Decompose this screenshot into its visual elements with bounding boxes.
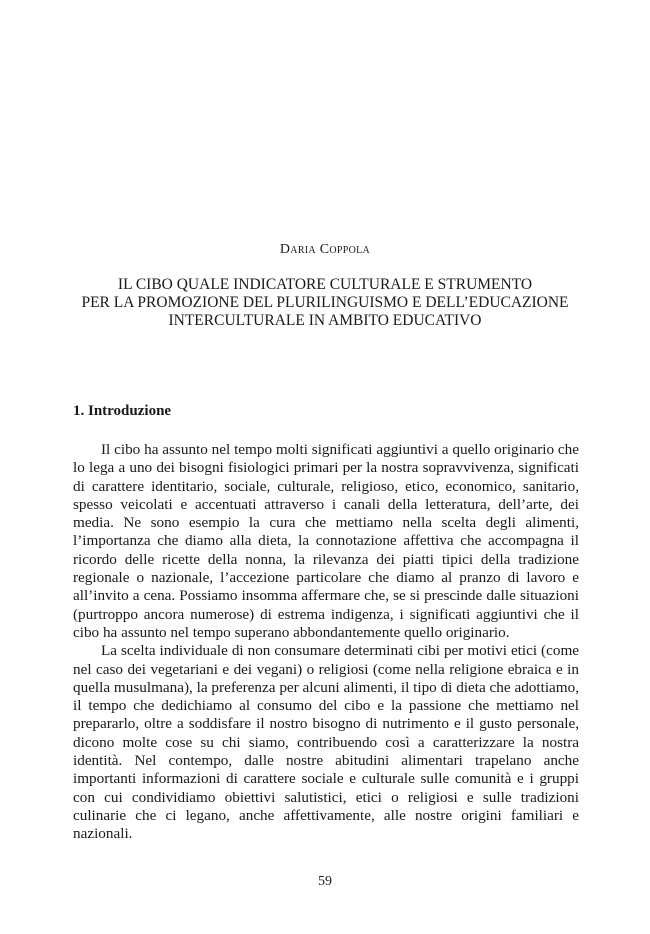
author-name: Daria Coppola [279,242,371,257]
body-text [73,441,579,844]
section-heading: 1. Introduzione [73,403,172,419]
paragraph: La scelta individuale di non consumare determinati cibi per motivi etici (come nel caso dei vegetariani e dei vegani) o religiosi (come nella religione ebraica e in quella musulmana), la preferenza per alcuni alimenti, il tipo di dieta che adottiamo, il tempo che dedichiamo al consumo del cibo e la passione che mettiamo nel prepararlo, oltre a soddisfare il nostro bisogno di nutrimento e il gusto personale, dicono molte cose su chi siamo, contribuendo così a caratterizzare la nostra identità. Nel contempo, dalle nostre abitudini alimentari trapelano anche importanti informazioni di carattere sociale e culturale sulle comunità e i gruppi con cui condividiamo obiettivi salutistici, etici o religiosi e sulle tradizioni culinarie che ci legano, anche affettivamente, alle nostre origini familiari e nazionali. [73,642,579,843]
title-line: INTERCULTURALE IN AMBITO EDUCATIVO [168,312,482,329]
article-title [60,276,590,330]
page-number: 59 [318,874,332,889]
paragraph: Il cibo ha assunto nel tempo molti significati aggiuntivi a quello originario che lo lega a uno dei bisogni fisiologici primari per la nostra sopravvivenza, significati di carattere identitario, sociale, culturale, religioso, etico, economico, sanitario, spesso veicolati e accentuati attraverso i canali della letteratura, dell’arte, dei media. Ne sono esempio la cura che mettiamo nella scelta degli alimenti, l’importanza che diamo alla dieta, la connotazione affettiva che accompagna il ricordo delle ricette della nonna, la rilevanza dei piatti tipici della tradizione regionale o nazionale, l’accezione particolare che diamo al pranzo di lavoro e all’invito a cena. Possiamo insomma affermare che, se si prescinde dalle situazioni (purtroppo ancora numerose) di estrema indigenza, i significati aggiuntivi che il cibo ha assunto nel tempo superano abbondantemente quello originario. [73,441,579,641]
title-line: PER LA PROMOZIONE DEL PLURILINGUISMO E DELL’EDUCAZIONE [81,294,569,311]
title-line: IL CIBO QUALE INDICATORE CULTURALE E STRUMENTO [117,276,533,293]
